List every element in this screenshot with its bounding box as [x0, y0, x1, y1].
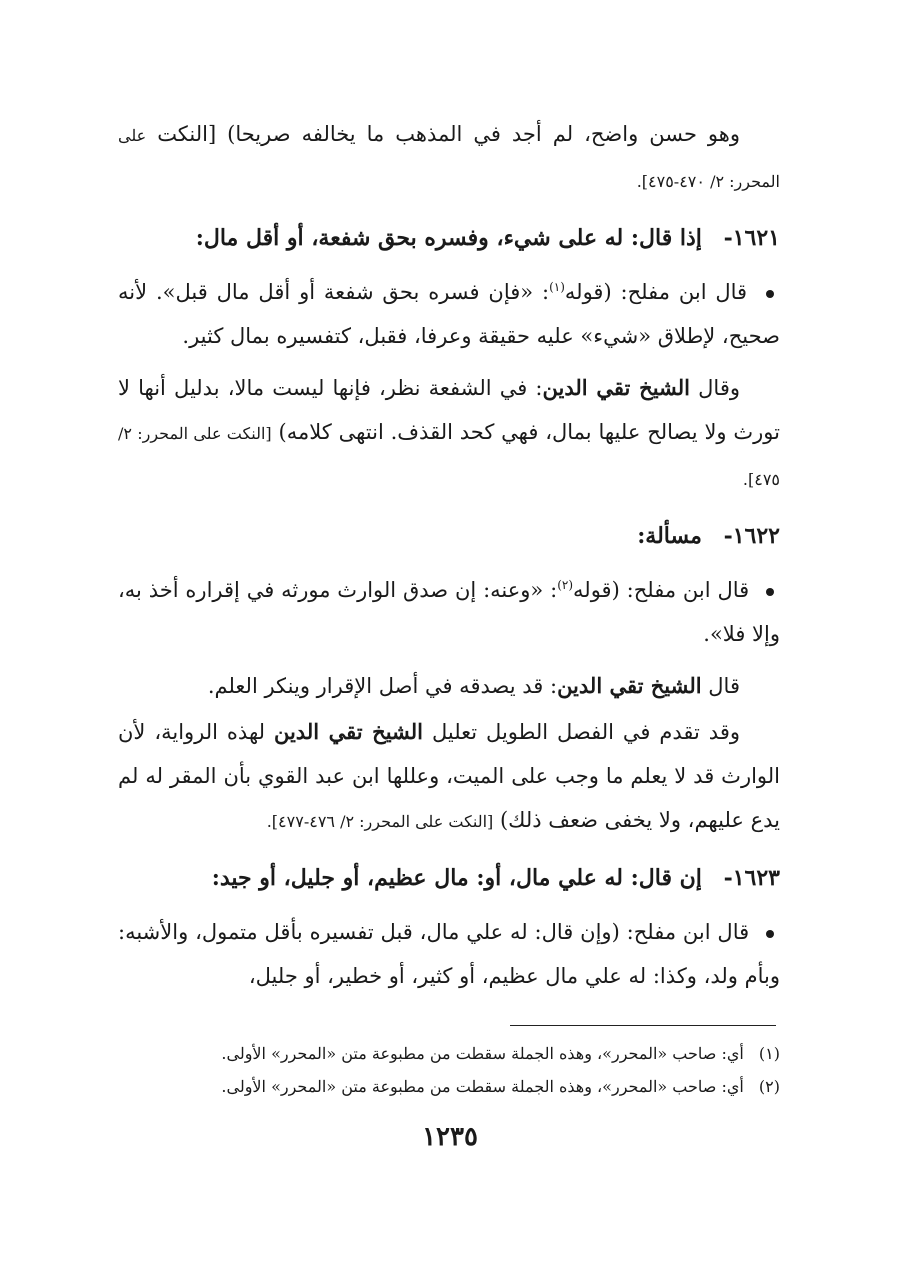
quote-text: : «فإن فسره بحق شفعة أو أقل مال قبل».	[155, 280, 550, 304]
quote-text: قال ابن مفلح: (وإن قال: له علي مال، قبل تفسيره بأقل متمول، والأشبه: وبأم ولد، وكذا: له علي مال عظيم، أو كثير، أو خطير، أو جليل،	[118, 920, 780, 988]
footnote-text: أي: صاحب «المحرر»، وهذه الجملة سقطت من مطبوعة متن «المحرر» الأولى.	[221, 1044, 744, 1063]
issue-title: مسألة:	[637, 523, 702, 549]
footnote-number: (٢)	[758, 1077, 780, 1096]
issue-heading-1622	[118, 514, 780, 558]
sheikh-comment-2	[118, 664, 780, 708]
sheikh-name: الشيخ تقي الدين	[542, 375, 690, 400]
issue-number: ١٦٢٢-	[723, 523, 780, 549]
footnotes-section	[118, 1037, 780, 1103]
reference-text: [النكت على المحرر: ٢/ ٤٧٥].	[118, 424, 780, 489]
paragraph-continuation	[118, 112, 780, 204]
footnote-item	[118, 1037, 780, 1070]
issue-number: ١٦٢١-	[723, 225, 780, 251]
issue-title: إذا قال: له على شيء، وفسره بحق شفعة، أو أقل مال:	[195, 225, 702, 251]
sheikh-name: الشيخ تقي الدين	[557, 673, 702, 698]
paragraph-text: وهو حسن واضح، لم أجد في المذهب ما يخالفه صريحا) [النكت	[157, 122, 740, 146]
footnote-item	[118, 1070, 780, 1103]
footnote-text: أي: صاحب «المحرر»، وهذه الجملة سقطت من مطبوعة متن «المحرر» الأولى.	[221, 1077, 744, 1096]
reference-text: على المحرر: ٢/ ٤٧٠-٤٧٥].	[118, 126, 780, 191]
bullet-icon	[766, 290, 774, 298]
comment-prefix: وقد تقدم في الفصل الطويل تعليل	[431, 720, 741, 744]
quote-paragraph-2	[118, 568, 780, 656]
quote-paragraph-1	[118, 270, 780, 358]
reference-text: [النكت على المحرر: ٢/ ٤٧٦-٤٧٧].	[266, 812, 494, 831]
page-number: ١٢٣٥	[422, 1122, 478, 1152]
page-body	[118, 108, 780, 998]
issue-number: ١٦٢٣-	[723, 865, 780, 891]
footnote-number: (١)	[758, 1044, 780, 1063]
footnote-marker[interactable]: (١)	[549, 280, 565, 294]
issue-title: إن قال: له علي مال، أو: مال عظيم، أو جليل، أو جيد:	[211, 865, 702, 891]
comment-text: : في الشفعة نظر، فإنها ليست مالا، بدليل أنها لا تورث ولا يصالح عليها بمال، فهي كحد القذف. انتهى كلامه)	[118, 376, 780, 444]
bullet-icon	[766, 930, 774, 938]
sheikh-name: الشيخ تقي الدين	[273, 719, 424, 744]
footnote-marker[interactable]: (٢)	[557, 578, 574, 592]
quote-paragraph-3	[118, 910, 780, 998]
earlier-discussion-paragraph	[118, 710, 780, 844]
comment-text: لهذه الرواية، لأن الوارث قد لا يعلم ما وجب على الميت، وعللها ابن عبد القوي بأن المقر له لم يدع عليهم، ولا يخفى ضعف ذلك)	[118, 720, 780, 832]
footnote-divider	[510, 1025, 776, 1026]
quote-lead: قال ابن مفلح: (قوله	[564, 280, 748, 304]
bullet-icon	[766, 588, 774, 596]
quote-explanation: لأنه صحيح، لإطلاق «شيء» عليه حقيقة وعرفا، فقبل، كتفسيره بمال كثير.	[118, 280, 780, 348]
quote-lead: قال ابن مفلح: (قوله	[573, 578, 750, 602]
comment-prefix: وقال	[698, 376, 740, 400]
quote-text: : «وعنه: إن صدق الوارث مورثه في إقراره أخذ به، وإلا فلا».	[118, 578, 780, 646]
issue-heading-1623	[118, 856, 780, 900]
sheikh-comment-1	[118, 366, 780, 502]
issue-heading-1621	[118, 216, 780, 260]
comment-text: : قد يصدقه في أصل الإقرار وينكر العلم.	[207, 674, 558, 698]
comment-prefix: قال	[708, 674, 740, 698]
